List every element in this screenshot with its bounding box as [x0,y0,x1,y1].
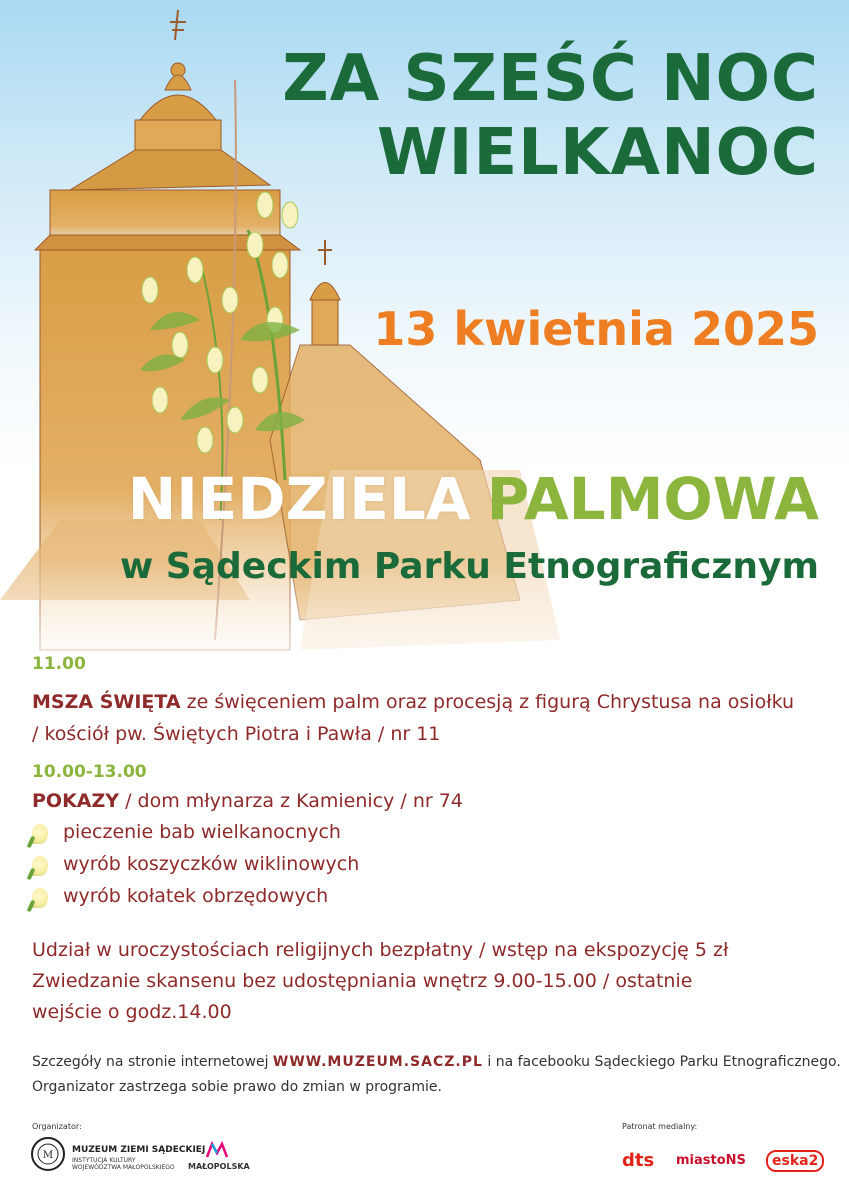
mass-label: MSZA ŚWIĘTA [32,691,181,713]
mass-text: ze święceniem palm oraz procesją z figurą Chrystusa na osiołku [186,691,795,713]
shows-place: / dom młynarza z Kamienicy / nr 74 [125,790,463,812]
museum-seal-logo [30,1136,66,1172]
notice-line-1: Udział w uroczystościach religijnych bezpłatny / wstęp na ekspozycję 5 zł [32,939,729,961]
mass-place: / kościół pw. Świętych Piotra i Pawła / nr 11 [32,723,441,745]
list-item: pieczenie bab wielkanocnych [32,818,359,850]
notice-line-3: wejście o godz.14.00 [32,1001,232,1023]
event-name [128,465,819,533]
details-text-pre: Szczegóły na stronie internetowej [32,1054,269,1070]
time-slot-2 [32,760,832,782]
shows-label: POKAZY [32,790,120,812]
notice-line-2: Zwiedzanie skansenu bez udostępniania wnętrz 9.00-15.00 / ostatnie [32,970,693,992]
museum-name: MUZEUM ZIEMI SĄDECKIEJ [72,1145,206,1155]
time-1: 11.00 [32,654,86,674]
media-logo-eska: eska2 [766,1150,824,1172]
title-line-2: WIELKANOC [377,116,819,190]
website-link[interactable]: WWW.MUZEUM.SACZ.PL [272,1054,483,1070]
details-info [32,1050,841,1100]
shows-list [32,818,359,914]
malopolska-label: MAŁOPOLSKA [188,1162,250,1171]
details-text-post: i na facebooku Sądeckiego Parku Etnograficznego. [487,1054,841,1070]
event-subtitle: w Sądeckim Parku Etnograficznym [120,546,819,587]
shows-description [32,790,832,812]
museum-sub2: WOJEWÓDZTWA MAŁOPOLSKIEGO [72,1164,175,1171]
leaf-bullet-icon [32,888,48,908]
malopolska-logo [205,1141,229,1159]
list-item: wyrób koszyczków wiklinowych [32,850,359,882]
leaf-bullet-icon [32,824,48,844]
event-name-word1: NIEDZIELA [127,465,471,533]
event-name-word2: PALMOWA [486,465,819,533]
patron-label: Patronat medialny: [622,1122,698,1131]
leaf-bullet-icon [32,856,48,876]
museum-sub1: INSTYTUCJA KULTURY [72,1157,136,1164]
media-logo-dts: dts [622,1150,655,1171]
event-date: 13 kwietnia 2025 [373,302,819,356]
media-logo-miastons: miastoNS [676,1153,746,1168]
title-line-1: ZA SZEŚĆ NOC [282,42,819,116]
list-item: wyrób kołatek obrzędowych [32,882,359,914]
time-2: 10.00-13.00 [32,762,147,782]
disclaimer: Organizator zastrzega sobie prawo do zmian w programie. [32,1079,442,1095]
mass-description [32,686,832,750]
svg-text:M: M [42,1150,54,1161]
time-slot-1 [32,652,832,674]
admission-notice [32,935,832,1028]
organizer-label: Organizator: [32,1122,82,1131]
